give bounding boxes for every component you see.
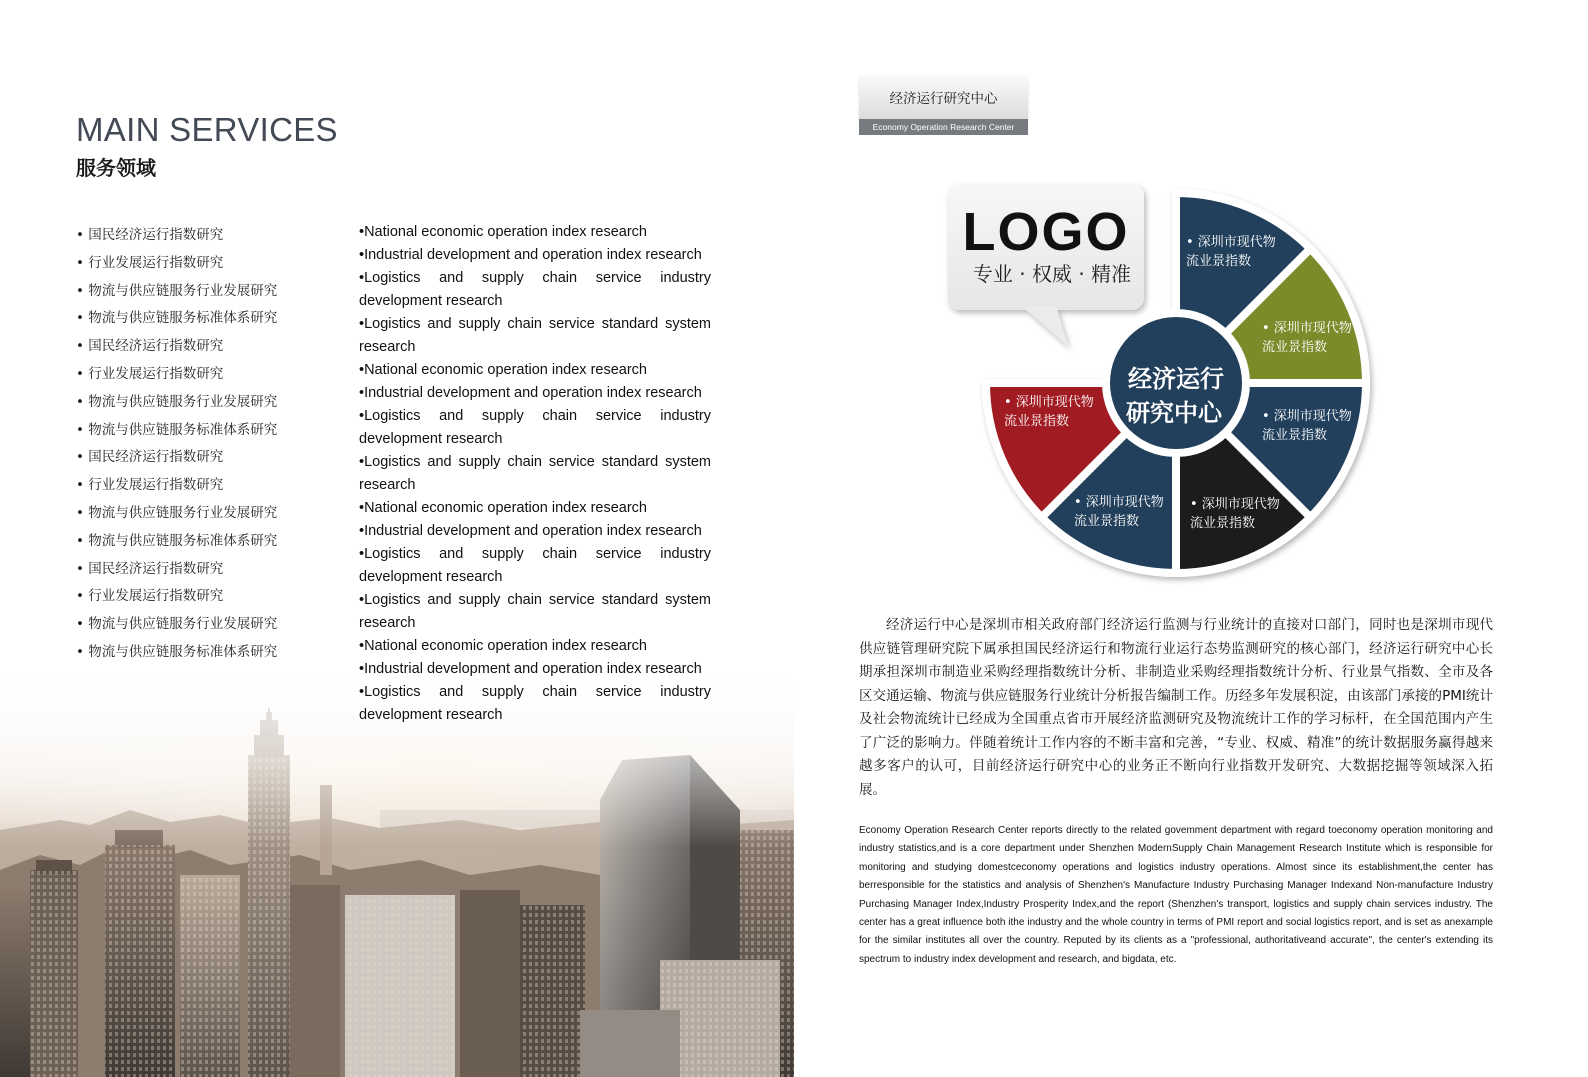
segment-label-line1: • 深圳市现代物 — [1190, 497, 1280, 512]
service-item-en: • Logistics and supply chain service industry development research — [359, 543, 711, 589]
service-item-cn: • 物流与供应链服务标准体系研究 — [76, 305, 277, 333]
service-item-cn: • 行业发展运行指数研究 — [76, 250, 277, 278]
segment-label-line1: • 深圳市现代物 — [1262, 409, 1352, 424]
service-item-en: • Logistics and supply chain service standard system research — [359, 451, 711, 497]
service-item-cn: • 行业发展运行指数研究 — [76, 472, 277, 500]
service-item-en: • National economic operation index research — [359, 221, 711, 244]
service-item-en: • Logistics and supply chain service standard system research — [359, 313, 711, 359]
service-item-en: • National economic operation index research — [359, 497, 711, 520]
service-item-en: • Industrial development and operation index research — [359, 520, 711, 543]
service-item-cn: • 国民经济运行指数研究 — [76, 556, 277, 584]
logo-slogan: 专业 · 权威 · 精准 — [972, 262, 1132, 286]
segment-label-line1: • 深圳市现代物 — [1186, 235, 1276, 250]
segment-label-line1: • 深圳市现代物 — [1004, 395, 1094, 410]
service-item-en: • Logistics and supply chain service industry development research — [359, 267, 711, 313]
service-item-cn: • 行业发展运行指数研究 — [76, 583, 277, 611]
services-list-en — [359, 221, 711, 727]
service-item-cn: • 国民经济运行指数研究 — [76, 444, 277, 472]
service-item-en: • Industrial development and operation index research — [359, 244, 711, 267]
segment-label-line1: • 深圳市现代物 — [1262, 321, 1352, 336]
segment-label-line2: 流业景指数 — [1004, 414, 1070, 429]
service-item-cn: • 物流与供应链服务标准体系研究 — [76, 417, 277, 445]
service-item-cn: • 物流与供应链服务标准体系研究 — [76, 639, 277, 667]
center-title-line2: 研究中心 — [1126, 399, 1222, 427]
service-item-cn: • 物流与供应链服务行业发展研究 — [76, 500, 277, 528]
service-item-en: • National economic operation index research — [359, 359, 711, 382]
service-item-cn: • 国民经济运行指数研究 — [76, 333, 277, 361]
service-item-en: • National economic operation index research — [359, 635, 711, 658]
segment-label-line1: • 深圳市现代物 — [1074, 495, 1164, 510]
segment-label-line2: 流业景指数 — [1074, 514, 1140, 529]
service-item-cn: • 行业发展运行指数研究 — [76, 361, 277, 389]
logo-text: LOGO — [962, 202, 1130, 262]
badge-title-en: Economy Operation Research Center — [859, 119, 1028, 135]
service-item-cn: • 物流与供应链服务行业发展研究 — [76, 611, 277, 639]
services-list-cn — [76, 222, 277, 667]
research-center-diagram — [794, 0, 1588, 600]
services-title-cn: 服务领域 — [76, 156, 156, 180]
main-services-title: MAIN SERVICES — [76, 111, 338, 148]
badge-title-cn: 经济运行研究中心 — [859, 75, 1028, 119]
service-item-cn: • 物流与供应链服务行业发展研究 — [76, 389, 277, 417]
segment-label-line2: 流业景指数 — [1186, 254, 1252, 269]
service-item-en: • Logistics and supply chain service industry development research — [359, 681, 711, 727]
service-item-en: • Industrial development and operation index research — [359, 382, 711, 405]
segment-label-line2: 流业景指数 — [1262, 340, 1328, 355]
segment-label-line2: 流业景指数 — [1190, 516, 1256, 531]
service-item-cn: • 国民经济运行指数研究 — [76, 222, 277, 250]
segment-label-line2: 流业景指数 — [1262, 428, 1328, 443]
center-title-line1: 经济运行 — [1128, 365, 1224, 393]
description-cn: 经济运行中心是深圳市相关政府部门经济运行监测与行业统计的直接对口部门，同时也是深圳市现代供应链管理研究院下属承担国民经济运行和物流行业运行态势监测研究的核心部门，经济运行研究中心长期承担深圳市制造业采购经理指数统计分析、非制造业采购经理指数统计分析、行业景气指数、全市及各区交通运输、物流与供应链服务行业统计分析报告编制工作。历经多年发展积淀，由该部门承接的PMI统计及社会物流统计已经成为全国重点省市开展经济监测研究及物流统计工作的学习标杆，在全国范围内产生了广泛的影响力。伴随着统计工作内容的不断丰富和完善，“专业、权威、精准”的统计数据服务赢得越来越多客户的认可，目前经济运行研究中心的业务正不断向行业指数开发研究、大数据挖掘等领域深入拓展。 — [859, 617, 1493, 798]
right-page — [794, 0, 1588, 1077]
service-item-en: • Industrial development and operation index research — [359, 658, 711, 681]
service-item-cn: • 物流与供应链服务标准体系研究 — [76, 528, 277, 556]
service-item-en: • Logistics and supply chain service industry development research — [359, 405, 711, 451]
service-item-cn: • 物流与供应链服务行业发展研究 — [76, 278, 277, 306]
description-en: Economy Operation Research Center reports directly to the related govemment department with regard toeconomy operation monitoring and industry statistics,and is a core department under Shenzhen ModernSupply Chain Management Research Institute which is responsible for monitoring and studying domestceconomy operations and logistics industry operations. Almost since its establishment,the center has berresponsible for the statistics and analysis of Shenzhen's Manufacture Industry Purchasing Manager Indexand Non-manufacture Industry Purchasing Manager Index,Industry Prosperity Index,and the report (Shenzhen's transport, logistics and supply chain services industry. The center has a great influence both ithe industry and the whole country in terms of PMI report and social logistics report, and is set as anexample for the similar institutes all over the country. Reputed by its clients as a "professional, authoritativeand accurate", the center's extending its spectrum to industry index development and research, and bigdata, etc. — [859, 825, 1493, 965]
service-item-en: • Logistics and supply chain service standard system research — [359, 589, 711, 635]
